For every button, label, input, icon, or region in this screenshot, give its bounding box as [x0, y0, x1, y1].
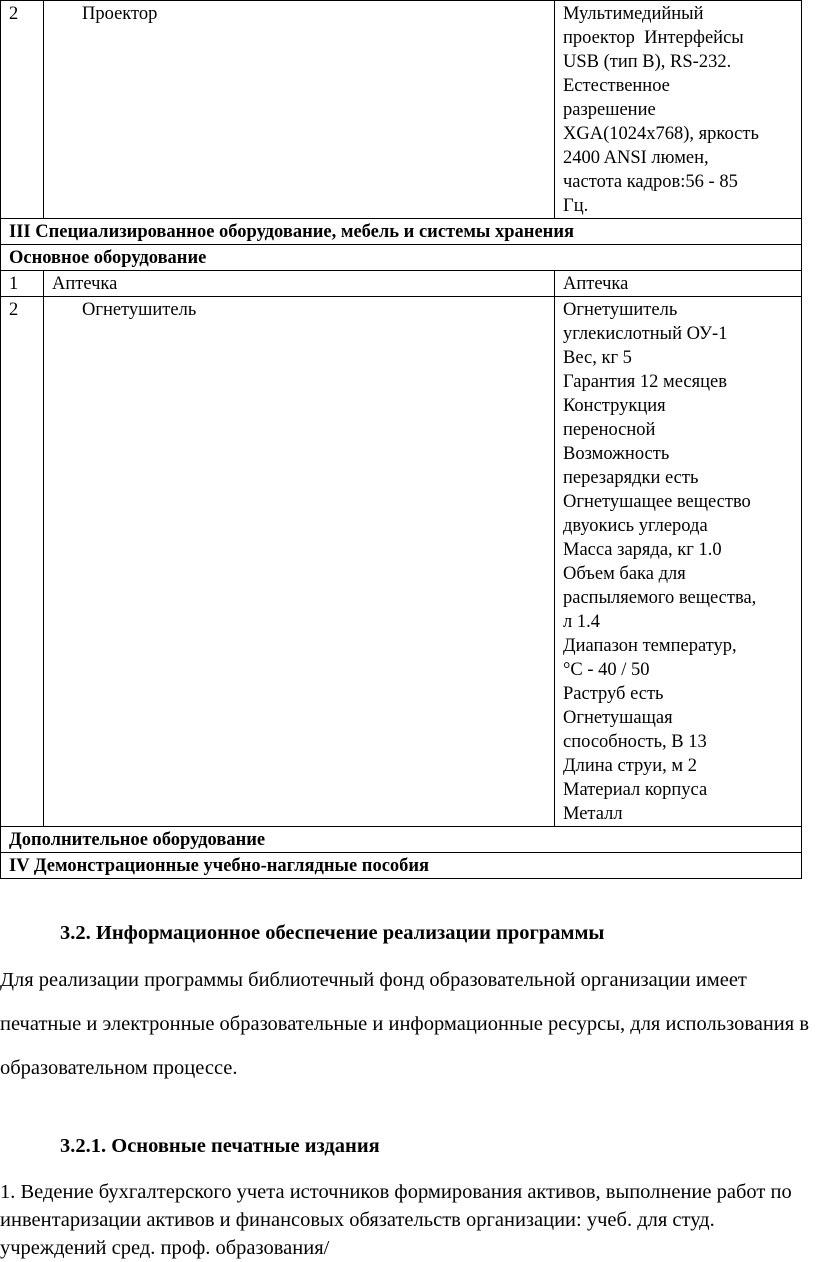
spec-line: Вес, кг 5	[563, 348, 632, 368]
spec-line: Материал корпуса	[563, 780, 708, 800]
section-heading-iv: IV Демонстрационные учебно-наглядные пособия	[1, 853, 802, 879]
spec-line: разрешение	[563, 100, 656, 120]
spec-line: углекислотный ОУ-1	[563, 324, 728, 344]
row-number: 2	[1, 297, 44, 827]
subsection-title: 3.2.1. Основные печатные издания	[60, 1135, 380, 1157]
spec-line: Гарантия 12 месяцев	[563, 372, 727, 392]
spec-line: Металл	[563, 804, 623, 824]
spec-line: двуокись углерода	[563, 516, 708, 536]
table-row	[1, 245, 802, 271]
spec-line: Объем бака для	[563, 564, 686, 584]
equipment-name-text: Огнетушитель	[82, 300, 197, 320]
row-number: 1	[1, 271, 44, 297]
spec-line: Мультимедийный	[563, 4, 704, 24]
equipment-spec: Аптечка	[555, 271, 802, 297]
table-row	[1, 1, 802, 219]
spec-line: проектор Интерфейсы	[563, 28, 744, 48]
spec-line: л 1.4	[563, 612, 600, 632]
section-heading-iii: III Специализированное оборудование, мебель и системы хранения	[1, 219, 802, 245]
equipment-spec	[555, 1, 802, 219]
spec-line: °С - 40 / 50	[563, 660, 650, 680]
spec-line: Огнетушащее вещество	[563, 492, 751, 512]
equipment-name	[44, 1, 555, 219]
spec-line: Огнетушитель	[563, 300, 678, 320]
spec-line: XGA(1024x768), яркость	[563, 124, 759, 144]
equipment-name: Аптечка	[44, 271, 555, 297]
row-number: 2	[1, 1, 44, 219]
section-paragraph: Для реализации программы библиотечный фонд образовательной организации имеет печатные и электронные образовательные и информационные ресурсы, для использования в образовательном процессе.	[0, 969, 809, 1079]
spec-line: распыляемого вещества,	[563, 588, 757, 608]
spec-line: частота кадров:56 - 85	[563, 172, 738, 192]
equipment-name-text: Проектор	[82, 4, 158, 24]
group-heading-basic: Основное оборудование	[1, 245, 802, 271]
spec-line: USB (тип B), RS-232.	[563, 52, 732, 72]
spec-line: Огнетушащая	[563, 708, 673, 728]
table-row	[1, 297, 802, 827]
spec-line: Раструб есть	[563, 684, 664, 704]
section-title: 3.2. Информационное обеспечение реализации программы	[60, 922, 605, 944]
equipment-name	[44, 297, 555, 827]
spec-line: Диапазон температур,	[563, 636, 737, 656]
table-row	[1, 827, 802, 853]
spec-line: перезарядки есть	[563, 468, 699, 488]
equipment-spec	[555, 297, 802, 827]
table-row	[1, 271, 802, 297]
spec-line: Возможность	[563, 444, 670, 464]
spec-line: переносной	[563, 420, 656, 440]
bibliography-item: 1. Ведение бухгалтерского учета источников формирования активов, выполнение работ по инвентаризации активов и финансовых обязательств организации: учеб. для студ. учреждений сред. проф. образования/	[0, 1181, 792, 1259]
spec-line: Конструкция	[563, 396, 666, 416]
spec-line: Гц.	[563, 196, 589, 216]
table-row	[1, 219, 802, 245]
spec-line: 2400 ANSI люмен,	[563, 148, 709, 168]
table-row	[1, 853, 802, 879]
spec-line: Длина струи, м 2	[563, 756, 697, 776]
spec-line: способность, В 13	[563, 732, 707, 752]
group-heading-additional: Дополнительное оборудование	[1, 827, 802, 853]
spec-line: Масса заряда, кг 1.0	[563, 540, 722, 560]
spec-line: Естественное	[563, 76, 670, 96]
